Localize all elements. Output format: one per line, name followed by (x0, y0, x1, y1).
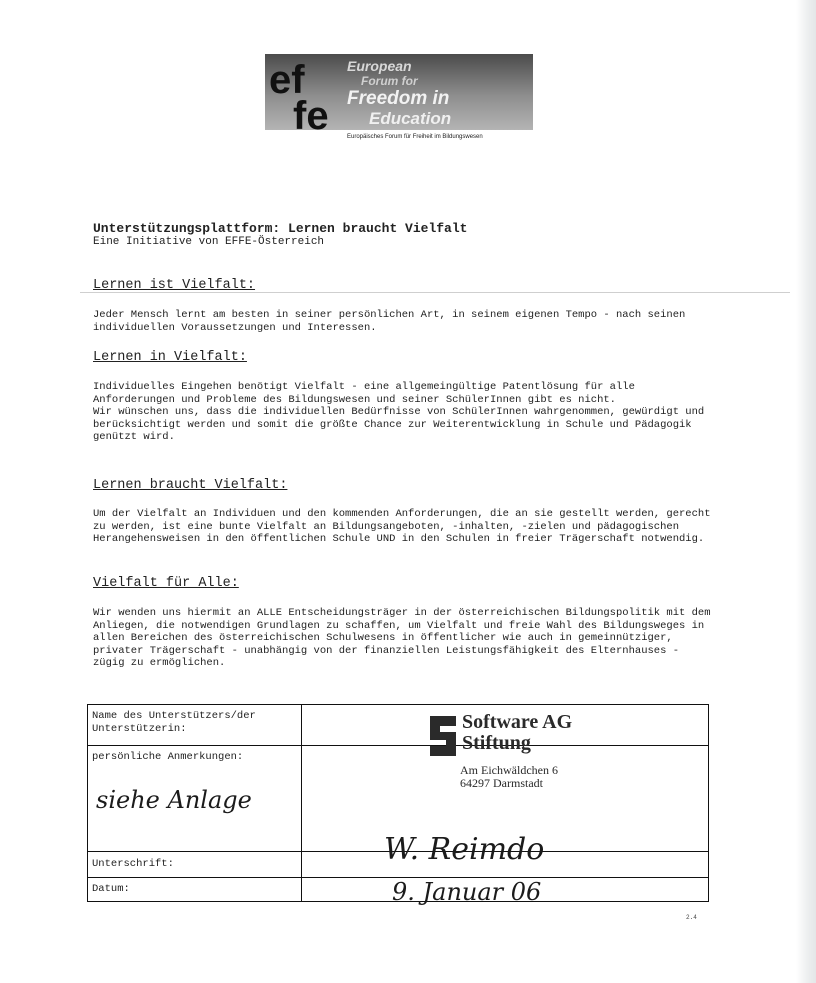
paragraph: Wir wünschen uns, dass die individuellen Bedürfnisse von SchülerInnen wahrgenommen, gewürdigt und berücksichtigt werden und somit die größte Chance zur Weiterentwicklung in Schule und Pädagogik genützt wird. (93, 406, 705, 444)
name-label: Name des Unterstützers/der Unterstützerin: (92, 710, 256, 735)
logo-letters-ef: ef (269, 58, 305, 102)
form-divider-vertical (301, 705, 302, 901)
section-heading-3: Lernen braucht Vielfalt: (93, 478, 288, 493)
software-ag-logo-icon (428, 714, 458, 758)
date-label: Datum: (92, 883, 130, 895)
stamp-org-line-1: Software AG (462, 711, 573, 733)
signature-label: Unterschrift: (92, 858, 174, 870)
section-heading-1: Lernen ist Vielfalt: (93, 278, 256, 293)
paragraph: Um der Vielfalt an Individuen und den kommenden Anforderungen, die an sie gestellt werden, gerecht zu werden, ist eine bunte Vielfalt an Bildungsangeboten, -inhalten, -zielen und pädagogischen Herangehensweisen in den öffentlichen Schule UND in den Schulen in freier Trägerschaft notwendig. (93, 508, 711, 546)
section-heading-2: Lernen in Vielfalt: (93, 350, 247, 365)
scan-edge (796, 0, 816, 983)
page-subtitle: Eine Initiative von EFFE-Österreich (93, 236, 325, 248)
stamp-org-line-2: Stiftung (462, 732, 531, 754)
stamp-address (460, 764, 558, 790)
section-body-1 (93, 309, 713, 334)
logo-line-1: European (347, 58, 412, 74)
stamp-street: Am Eichwäldchen 6 (460, 763, 558, 777)
paragraph: Wir wenden uns hiermit an ALLE Entscheidungsträger in der österreichischen Bildungspolitik mit dem Anliegen, die notwendigen Grundlagen zu schaffen, um Vielfalt und freie Wahl des Bildungsweges in allen Bereichen des österreichischen Schulwesens in öffentlicher wie auch in gemeinnütziger, privater Trägerschaft - unabhängig von der finanziellen Leistungsfähigkeit des Elternhauses - zügig zu ermöglichen. (93, 607, 711, 670)
section-heading-4: Vielfalt für Alle: (93, 576, 239, 591)
logo-line-3: Freedom in (347, 88, 450, 109)
page-title: Unterstützungsplattform: Lernen braucht Vielfalt (93, 221, 468, 236)
stamp-org-name (462, 712, 572, 754)
organization-stamp (428, 712, 628, 797)
effe-logo (265, 46, 535, 146)
logo-tagline: Europäisches Forum für Freiheit im Bildungswesen (347, 134, 483, 140)
stamp-city: 64297 Darmstadt (460, 776, 543, 790)
paragraph: Individuelles Eingehen benötigt Vielfalt - eine allgemeingültige Patentlösung für alle Anforderungen und Probleme des Bildungswesen und seiner SchülerInnen gibt es nicht. (93, 381, 635, 406)
logo-line-4: Education (369, 109, 452, 128)
paragraph: Jeder Mensch lernt am besten in seiner persönlichen Art, in seinem eigenen Tempo - nach seinen individuellen Voraussetzungen und Interessen. (93, 309, 686, 334)
handwritten-signature: W. Reimdo (384, 832, 545, 867)
handwritten-remark: siehe Anlage (96, 786, 252, 814)
logo-letters-fe: fe (293, 94, 329, 138)
handwritten-date: 9. Januar 06 (392, 878, 542, 906)
remarks-label: persönliche Anmerkungen: (92, 751, 244, 763)
section-body-4 (93, 607, 713, 670)
logo-line-2: Forum for (361, 74, 418, 88)
page-number: 2.4 (686, 914, 697, 921)
section-body-3 (93, 508, 713, 546)
section-body-2 (93, 381, 713, 444)
